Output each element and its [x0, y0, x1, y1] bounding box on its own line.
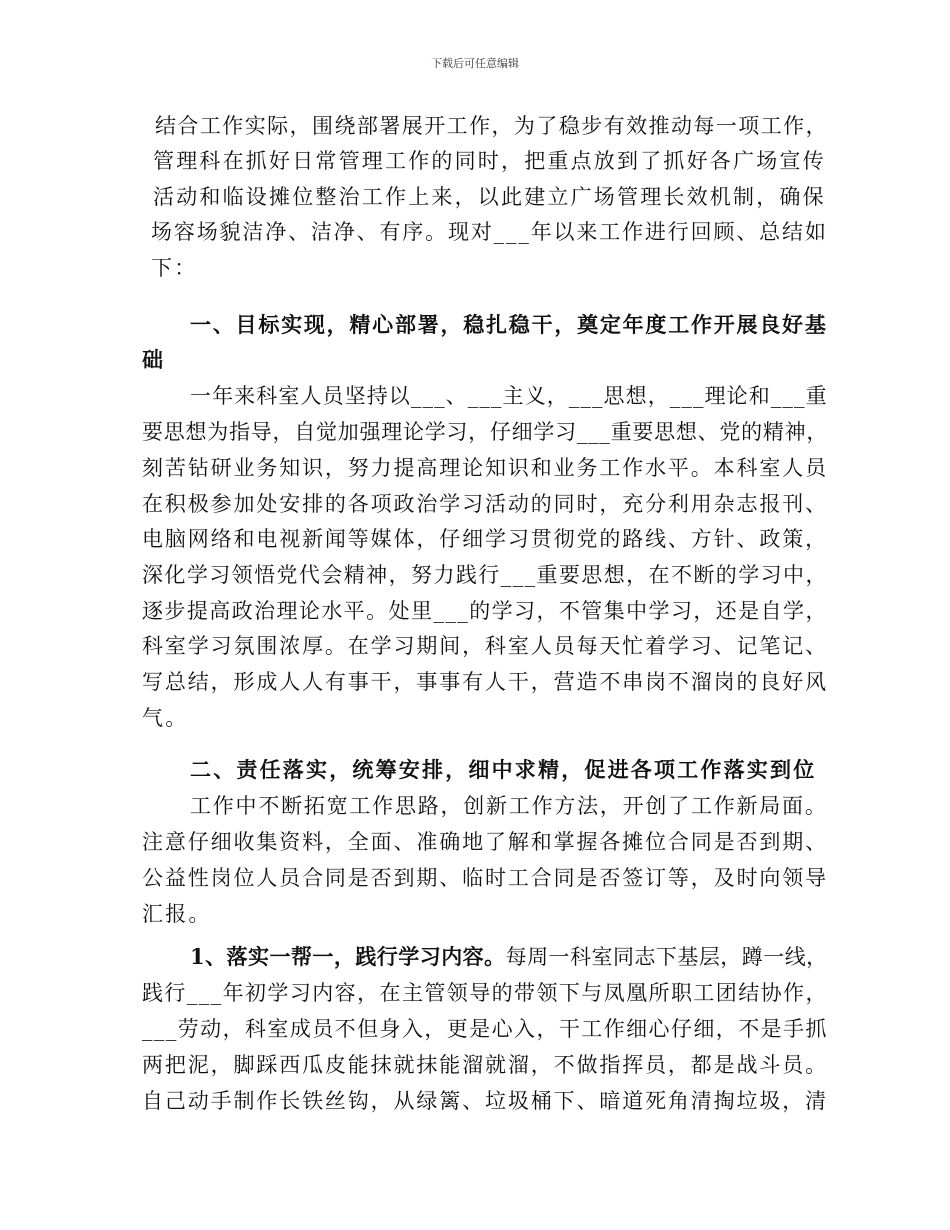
paragraph-line [142, 455, 828, 481]
bold-text: 二、责任落实，统筹安排，细中求精，促进各项工作落实到位 [190, 757, 817, 782]
paragraph-line [142, 705, 188, 731]
section-heading-line [190, 757, 816, 783]
line-text: 结合工作实际，围绕部署展开工作，为了稳步有效推动每一项工作， [155, 114, 828, 138]
paragraph-line [151, 255, 197, 281]
paragraph-line [190, 383, 828, 409]
line-text: 下： [151, 256, 198, 280]
line-text: 气。 [142, 706, 189, 730]
paragraph-line [142, 901, 212, 927]
paragraph-line [155, 113, 828, 139]
line-text: 两把泥，脚踩西瓜皮能抹就抹能溜就溜，不做指挥员，都是战斗员。 [142, 1053, 828, 1077]
line-text: 注意仔细收集资料，全面、准确地了解和掌握各摊位合同是否到期、 [142, 830, 828, 854]
line-text: 管理科在抓好日常管理工作的同时，把重点放到了抓好各广场宣传 [153, 149, 826, 173]
paragraph-line [151, 219, 828, 245]
line-text: 公益性岗位人员合同是否到期、临时工合同是否签订等，及时向领导 [142, 866, 828, 890]
line-text: 自己动手制作长铁丝钩，从绿篱、垃圾桶下、暗道死角清掏垃圾，清 [142, 1089, 828, 1113]
paragraph-line [142, 1088, 828, 1114]
paragraph-line [190, 944, 828, 970]
line-text: 每周一科室同志下基层，蹲一线， [505, 945, 828, 969]
line-text: 写总结，形成人人有事干，事事有人干，营造不串岗不溜岗的良好风 [142, 670, 828, 694]
line-text: 科室学习氛围浓厚。在学习期间，科室人员每天忙着学习、记笔记、 [142, 634, 828, 658]
paragraph-line [142, 526, 828, 552]
line-text: 逐步提高政治理论水平。处里___的学习，不管集中学习，还是自学， [142, 599, 828, 623]
line-text: 工作中不断拓宽工作思路，创新工作方法，开创了工作新局面。 [190, 794, 828, 818]
line-text: 践行___年初学习内容，在主管领导的带领下与凤凰所职工团结协作， [142, 981, 828, 1005]
paragraph-line [153, 148, 826, 174]
paragraph-line [142, 1016, 828, 1042]
line-text: 一年来科室人员坚持以___、___主义，___思想，___理论和___重 [190, 384, 828, 408]
paragraph-line [142, 980, 828, 1006]
line-text: 刻苦钻研业务知识，努力提高理论知识和业务工作水平。本科室人员 [142, 456, 828, 480]
section-heading-line [190, 312, 828, 338]
bold-text: 础 [142, 347, 166, 372]
page-header: 下载后可任意编辑 [431, 57, 519, 70]
line-text: 在积极参加处安排的各项政治学习活动的同时，充分利用杂志报刊、 [142, 492, 828, 516]
paragraph-line [142, 419, 828, 445]
paragraph-line [190, 793, 828, 819]
line-text: 电脑网络和电视新闻等媒体，仔细学习贯彻党的路线、方针、政策， [142, 527, 828, 551]
line-text: 活动和临设摊位整治工作上来，以此建立广场管理长效机制，确保 [153, 185, 826, 209]
paragraph-line [142, 829, 828, 855]
paragraph-line [153, 184, 826, 210]
line-text: 深化学习领悟党代会精神，努力践行___重要思想，在不断的学习中， [142, 563, 828, 587]
paragraph-line [142, 598, 828, 624]
paragraph-line [142, 669, 828, 695]
paragraph-line [142, 562, 828, 588]
section-heading-line [142, 347, 165, 373]
paragraph-line [142, 491, 828, 517]
paragraph-line [142, 633, 828, 659]
line-text: 要思想为指导，自觉加强理论学习，仔细学习___重要思想、党的精神， [142, 420, 829, 444]
paragraph-line [142, 1052, 828, 1078]
line-text: 汇报。 [142, 902, 212, 926]
line-text: ___劳动，科室成员不但身入，更是心入，干工作细心仔细，不是手抓 [142, 1017, 828, 1041]
bold-text: 1、落实一帮一，践行学习内容。 [190, 944, 506, 969]
line-text: 场容场貌洁净、洁净、有序。现对___年以来工作进行回顾、总结如 [151, 220, 828, 244]
bold-text: 一、目标实现，精心部署，稳扎稳干，奠定年度工作开展良好基 [190, 312, 828, 337]
paragraph-line [142, 865, 828, 891]
